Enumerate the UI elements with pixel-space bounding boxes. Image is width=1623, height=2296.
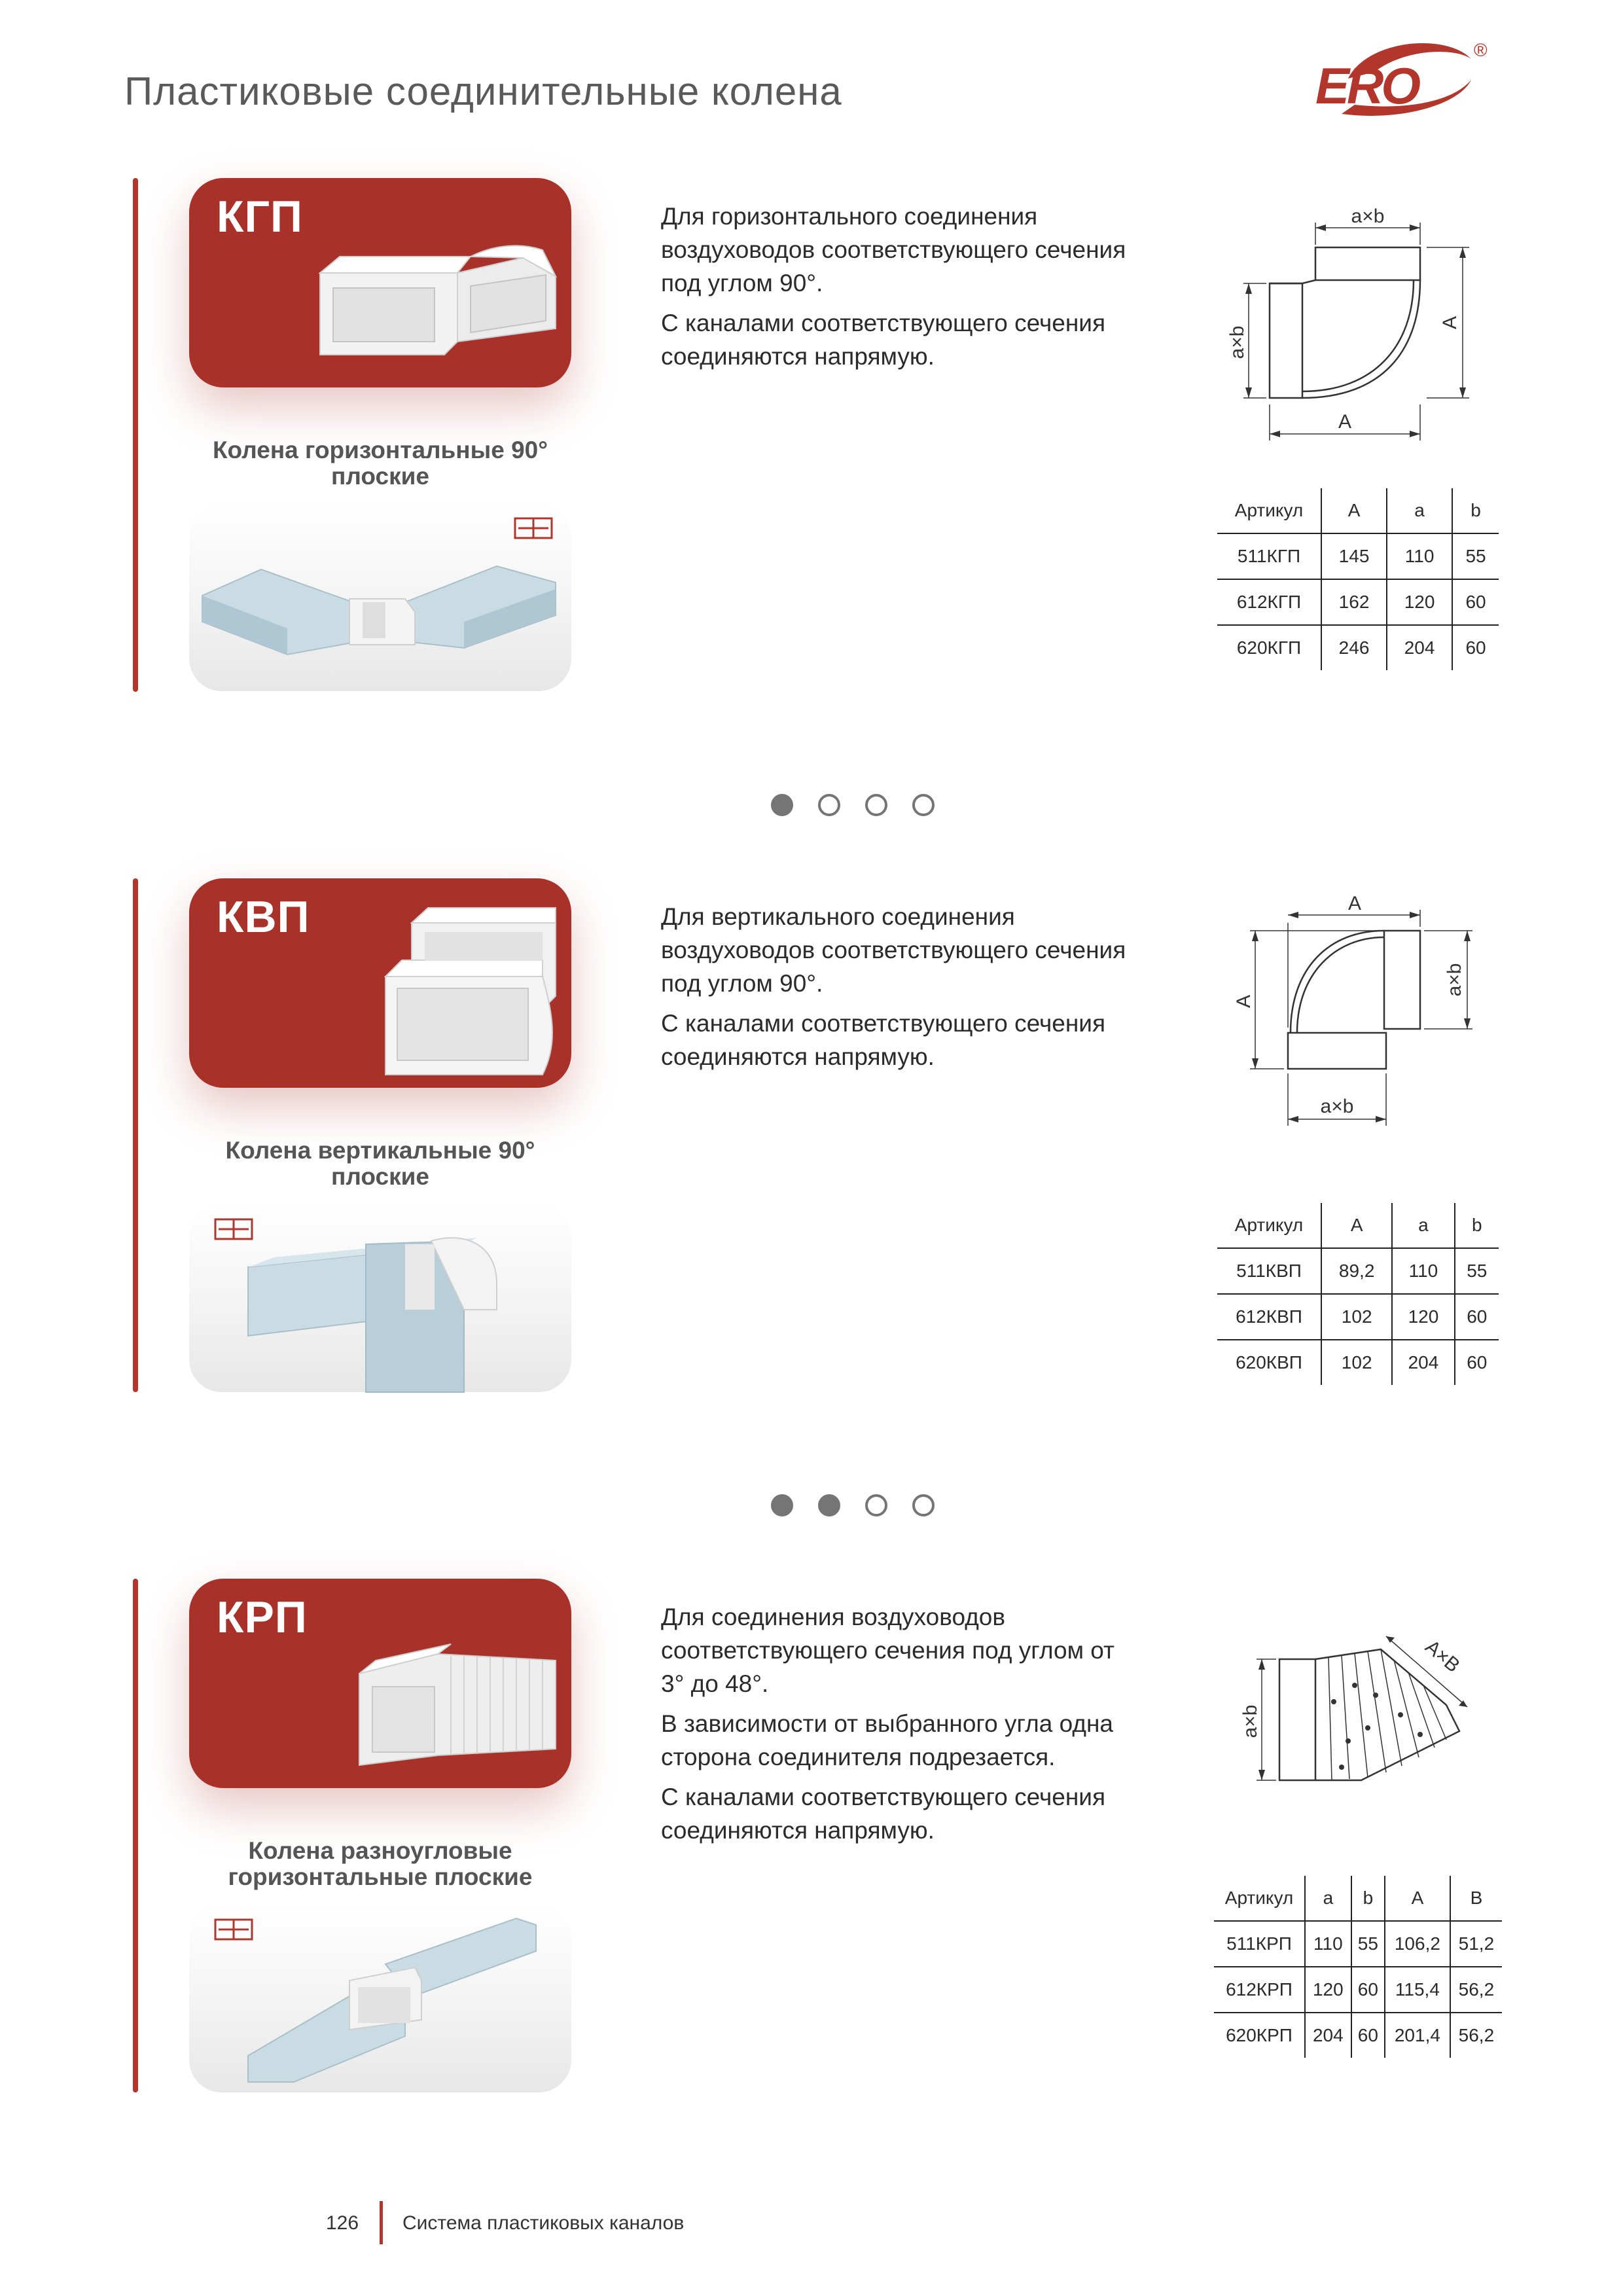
table-cell: 89,2	[1321, 1248, 1392, 1294]
technical-drawing	[1230, 884, 1492, 1136]
description-paragraph: Для горизонтального соединения воздуховодов соответствующего сечения под углом 90°.	[661, 203, 1126, 296]
caption-line: Колена вертикальные 90°	[225, 1137, 535, 1164]
table-cell: 246	[1321, 625, 1387, 670]
table-cell: 60	[1351, 2013, 1385, 2058]
table-row	[1217, 579, 1499, 625]
table-cell: 56,2	[1450, 1967, 1502, 2013]
product-description	[661, 900, 1132, 1080]
pager-dot-active	[771, 1494, 793, 1516]
technical-drawing	[1226, 206, 1492, 460]
dimension-label: A×B	[1421, 1636, 1464, 1677]
caption-line: Колена разноугловые	[248, 1837, 512, 1864]
table-cell: 620КВП	[1217, 1340, 1321, 1385]
table-row	[1217, 1248, 1499, 1294]
ero-logo	[1302, 33, 1492, 124]
table-cell: 204	[1305, 2013, 1351, 2058]
table-cell: 511КВП	[1217, 1248, 1321, 1294]
description-paragraph: С каналами соответствующего сечения соединяются напрямую.	[661, 310, 1105, 370]
spec-table	[1217, 488, 1499, 670]
table-header-cell: b	[1351, 1876, 1385, 1921]
dimension-label: A	[1338, 411, 1352, 433]
table-cell: 620КГП	[1217, 625, 1321, 670]
section-bar	[133, 178, 138, 692]
table-cell: 115,4	[1385, 1967, 1450, 2013]
description-paragraph: С каналами соответствующего сечения соединяются напрямую.	[661, 1784, 1105, 1844]
dimension-label: A	[1233, 994, 1255, 1009]
table-cell: 612КВП	[1217, 1294, 1321, 1340]
adjustable-elbow-image	[189, 1579, 571, 1788]
table-row	[1217, 1340, 1499, 1385]
installation-image	[189, 1905, 571, 2092]
table-row	[1217, 1294, 1499, 1340]
table-cell: 60	[1455, 1340, 1499, 1385]
product-caption	[189, 437, 571, 490]
table-cell: 120	[1387, 579, 1452, 625]
table-cell: 102	[1321, 1340, 1392, 1385]
description-paragraph: Для соединения воздуховодов соответствующего сечения под углом от 3° до 48°.	[661, 1604, 1115, 1697]
table-row	[1214, 1921, 1502, 1967]
dimension-label: a×b	[1351, 206, 1385, 227]
section-bar	[133, 878, 138, 1392]
table-cell: 110	[1387, 533, 1452, 579]
logo-text: ERO	[1315, 57, 1419, 115]
table-row	[1214, 2013, 1502, 2058]
dimension-label: a×b	[1444, 963, 1465, 997]
caption-line: горизонтальные плоские	[228, 1863, 533, 1890]
table-cell: 60	[1452, 625, 1499, 670]
pager-dot	[912, 794, 935, 816]
plan-view-icon	[515, 518, 552, 538]
table-row	[1217, 533, 1499, 579]
dimension-label: A	[1347, 893, 1362, 914]
table-cell: 110	[1392, 1248, 1454, 1294]
table-header-cell: A	[1321, 488, 1387, 533]
table-cell: 55	[1351, 1921, 1385, 1967]
pager-dot-active	[818, 1494, 840, 1516]
table-cell: 612КРП	[1214, 1967, 1305, 2013]
caption-line: плоские	[331, 463, 429, 490]
table-row	[1214, 1967, 1502, 2013]
spec-table	[1217, 1203, 1499, 1385]
table-cell: 106,2	[1385, 1921, 1450, 1967]
dimension-label: a×b	[1320, 1096, 1354, 1117]
table-header-cell: Артикул	[1217, 488, 1321, 533]
table-header-cell: B	[1450, 1876, 1502, 1921]
plan-view-icon	[215, 1920, 252, 1939]
section-bar	[133, 1579, 138, 2092]
table-header-row	[1217, 1203, 1499, 1248]
product-hero-card	[189, 178, 571, 387]
product-caption	[189, 1138, 571, 1190]
spec-table	[1214, 1876, 1502, 2058]
pager-dot	[865, 794, 887, 816]
footer-section-title: Система пластиковых каналов	[402, 2212, 685, 2234]
dimension-label: A	[1439, 315, 1461, 330]
table-header-row	[1214, 1876, 1502, 1921]
table-cell: 51,2	[1450, 1921, 1502, 1967]
pager-dots	[771, 794, 959, 823]
table-cell: 102	[1321, 1294, 1392, 1340]
table-header-cell: A	[1321, 1203, 1392, 1248]
table-cell: 204	[1387, 625, 1452, 670]
product-description	[661, 200, 1132, 380]
table-cell: 60	[1452, 579, 1499, 625]
table-row	[1217, 625, 1499, 670]
pager-dot	[865, 1494, 887, 1516]
table-cell: 201,4	[1385, 2013, 1450, 2058]
description-paragraph: Для вертикального соединения воздуховодов соответствующего сечения под углом 90°.	[661, 903, 1126, 997]
pager-dots	[771, 1494, 959, 1523]
page-title: Пластиковые соединительные колена	[124, 69, 842, 113]
dimension-label: a×b	[1226, 325, 1248, 359]
product-description	[661, 1600, 1132, 1854]
table-cell: 511КГП	[1217, 533, 1321, 579]
table-cell: 55	[1452, 533, 1499, 579]
description-paragraph: С каналами соответствующего сечения соединяются напрямую.	[661, 1010, 1105, 1070]
caption-line: Колена горизонтальные 90°	[212, 437, 548, 463]
table-cell: 612КГП	[1217, 579, 1321, 625]
table-cell: 110	[1305, 1921, 1351, 1967]
table-cell: 120	[1305, 1967, 1351, 2013]
installation-image	[189, 1205, 571, 1392]
table-cell: 60	[1455, 1294, 1499, 1340]
description-paragraph: В зависимости от выбранного угла одна сторона соединителя подрезается.	[661, 1710, 1113, 1770]
pager-dot-active	[771, 794, 793, 816]
horizontal-elbow-image	[189, 178, 571, 387]
table-cell: 56,2	[1450, 2013, 1502, 2058]
table-header-cell: a	[1387, 488, 1452, 533]
table-header-cell: a	[1305, 1876, 1351, 1921]
pager-dot	[912, 1494, 935, 1516]
product-caption	[189, 1838, 571, 1890]
logo-registered-mark: ®	[1474, 40, 1488, 60]
vertical-elbow-image	[189, 878, 571, 1088]
product-hero-card	[189, 1579, 571, 1788]
pager-dot	[818, 794, 840, 816]
table-header-row	[1217, 488, 1499, 533]
table-header-cell: b	[1455, 1203, 1499, 1248]
table-header-cell: a	[1392, 1203, 1454, 1248]
table-cell: 60	[1351, 1967, 1385, 2013]
table-header-cell: Артикул	[1214, 1876, 1305, 1921]
product-code: КРП	[217, 1592, 308, 1642]
product-code: КВП	[217, 892, 310, 942]
table-cell: 55	[1455, 1248, 1499, 1294]
table-header-cell: A	[1385, 1876, 1450, 1921]
table-cell: 145	[1321, 533, 1387, 579]
dimension-label: a×b	[1240, 1704, 1261, 1738]
table-cell: 620КРП	[1214, 2013, 1305, 2058]
caption-line: плоские	[331, 1163, 429, 1190]
table-cell: 511КРП	[1214, 1921, 1305, 1967]
table-header-cell: Артикул	[1217, 1203, 1321, 1248]
page-number: 126	[326, 2212, 359, 2234]
footer-divider	[380, 2201, 383, 2244]
table-cell: 162	[1321, 579, 1387, 625]
product-hero-card	[189, 878, 571, 1088]
table-header-cell: b	[1452, 488, 1499, 533]
product-code: КГП	[217, 192, 303, 242]
technical-drawing	[1230, 1623, 1492, 1816]
table-cell: 120	[1392, 1294, 1454, 1340]
plan-view-icon	[215, 1219, 252, 1239]
installation-image	[189, 504, 571, 691]
table-cell: 204	[1392, 1340, 1454, 1385]
